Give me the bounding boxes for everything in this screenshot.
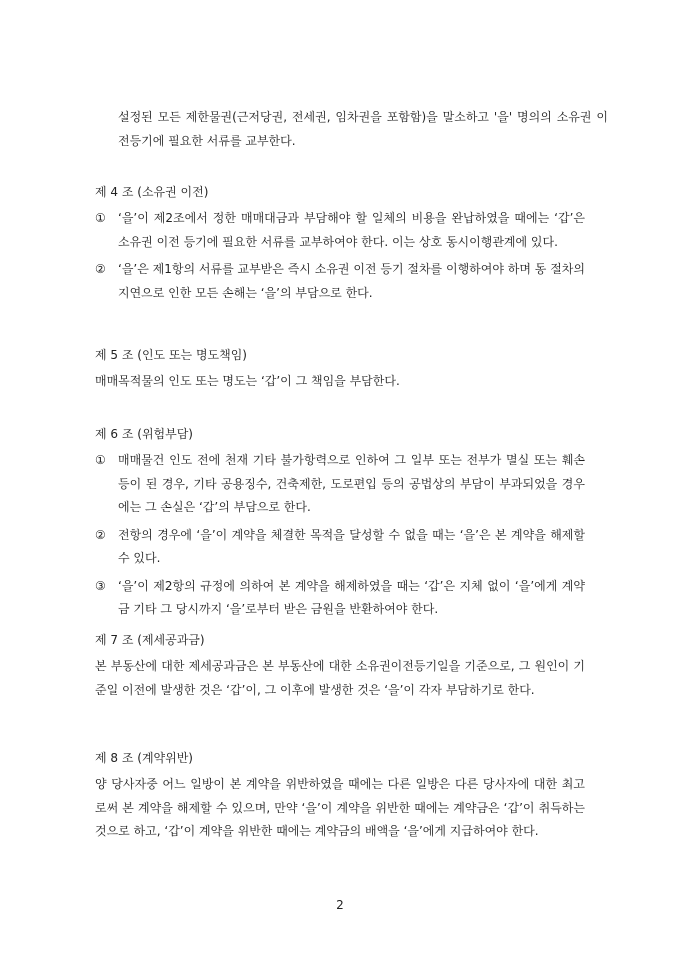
- list-item: [95, 258, 585, 305]
- article-title: 제 4 조 (소유권 이전): [95, 185, 209, 199]
- article-4: [95, 181, 585, 309]
- article-text: 매매목적물의 인도 또는 명도는 ‘갑’이 그 책임을 부담한다.: [95, 374, 400, 388]
- page-number: 2: [336, 898, 344, 912]
- article-title: 제 5 조 (인도 또는 명도책임): [95, 348, 247, 362]
- article-text: 본 부동산에 대한 제세공과금은 본 부동산에 대한 소유권이전등기일을 기준으로, 그 원인이 기준일 이전에 발생한 것은 ‘갑’이, 그 이후에 발생한 것은 ‘을’이 각자 부담하기로 한다.: [95, 659, 585, 697]
- article-title: 제 6 조 (위험부담): [95, 427, 193, 441]
- list-item: [95, 449, 585, 520]
- article-text: 양 당사자중 어느 일방이 본 계약을 위반하였을 때에는 다른 일방은 다른 당사자에 대한 최고로써 본 계약을 해제할 수 있으며, 만약 ‘을’이 계약을 위반한 때에는 계약금은 ‘갑’이 취득하는 것으로 하고, ‘갑’이 계약을 위반한 때에는 계약금의 배액을 ‘을’에게 지급하여야 한다.: [95, 777, 585, 838]
- article-6: [95, 423, 585, 626]
- item-number: ③: [95, 578, 106, 593]
- item-text: ‘을’은 제1항의 서류를 교부받은 즉시 소유권 이전 등기 절차를 이행하여야 하며 동 절차의 지연으로 인한 모든 손해는 ‘을’의 부담으로 한다.: [118, 262, 585, 300]
- item-number: ②: [95, 527, 106, 542]
- article-8: [95, 747, 585, 844]
- item-number: ②: [95, 262, 106, 276]
- article-7: [95, 629, 585, 702]
- article-title: 제 8 조 (계약위반): [95, 751, 193, 765]
- item-text: 매매물건 인도 전에 천재 기타 불가항력으로 인하여 그 일부 또는 전부가 멸실 또는 훼손 등이 된 경우, 기타 공용징수, 건축제한, 도로편입 등의 공법상의 부담이 부과되었을 경우에는 그 손실은 ‘갑’의 부담으로 한다.: [118, 453, 585, 514]
- item-text: ‘을’이 제2조에서 정한 매매대금과 부담해야 할 일체의 비용을 완납하였을 때에는 ‘갑’은 소유권 이전 등기에 필요한 서류를 교부하여야 한다. 이는 상호 동시이행관계에 있다.: [118, 211, 585, 249]
- item-number: ①: [95, 453, 106, 467]
- item-number: ①: [95, 211, 106, 225]
- list-item: [95, 524, 585, 571]
- article-title: 제 7 조 (제세공과금): [95, 633, 205, 647]
- list-item: [95, 207, 585, 254]
- item-text: ‘을’이 제2항의 규정에 의하여 본 계약을 해제하였을 때는 ‘갑’은 지체 없이 ‘을’에게 계약금 기타 그 당시까지 ‘을’로부터 받은 금원을 반환하여야 한다.: [118, 578, 585, 616]
- list-item: [95, 575, 585, 622]
- continuation-paragraph: 설정된 모든 제한물권(근저당권, 전세권, 임차권을 포함함)을 말소하고 '을' 명의의 소유권 이전등기에 필요한 서류를 교부한다.: [118, 110, 608, 148]
- item-text: 전항의 경우에 ‘을’이 계약을 체결한 목적을 달성할 수 없을 때는 ‘을’은 본 계약을 해제할 수 있다.: [118, 527, 585, 565]
- article-5: [95, 344, 585, 394]
